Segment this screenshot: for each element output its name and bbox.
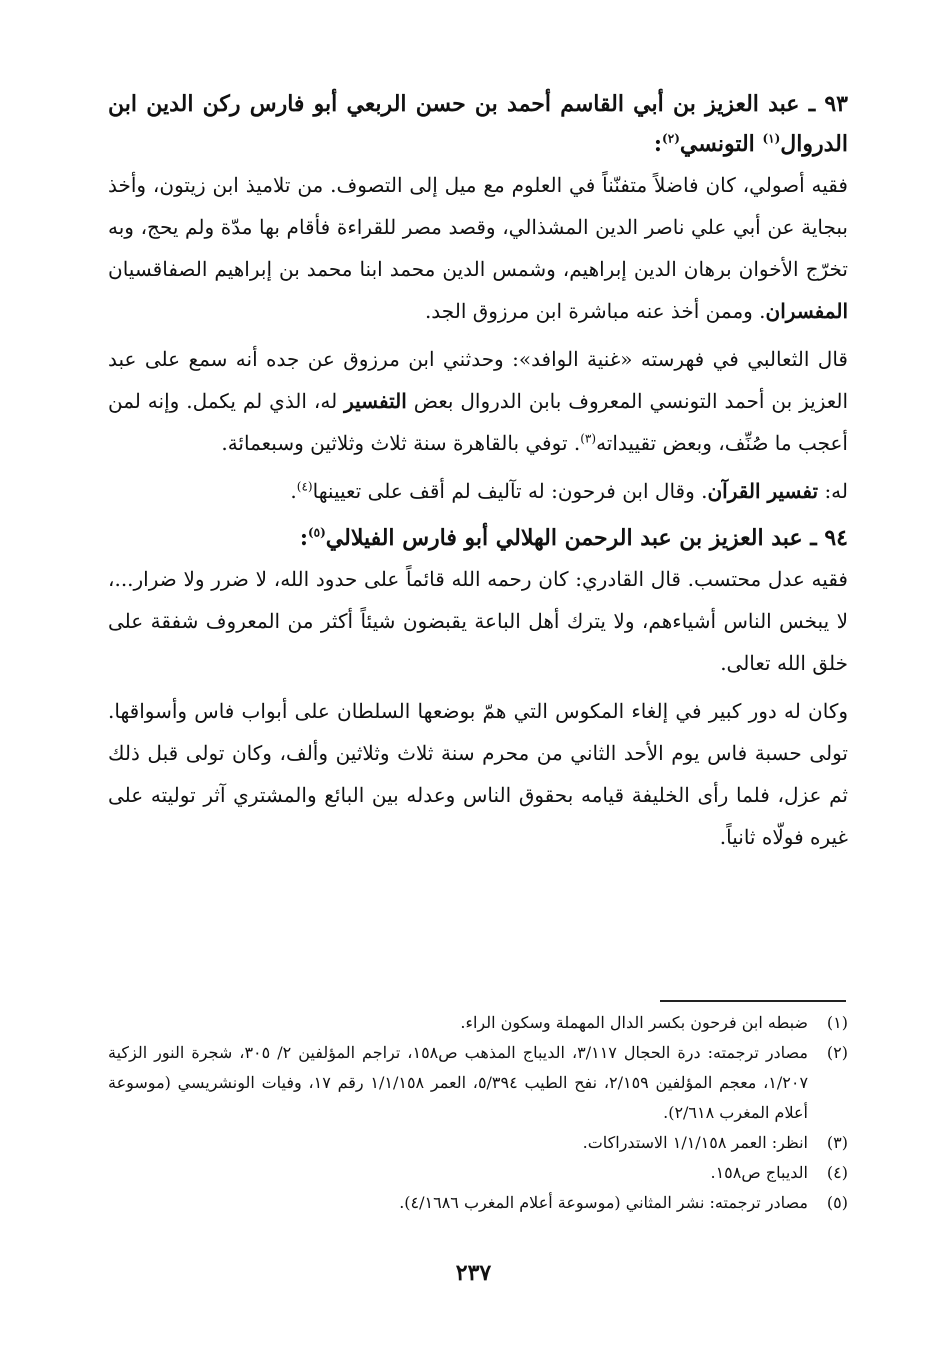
entry-94-paragraph-2: وكان له دور كبير في إلغاء المكوس التي همّ بوضعها السلطان على أبواب فاس وأسواقها. تولى حسبة فاس يوم الأحد الثاني من محرم سنة ثلاث وثلاثين وألف، وكان تولى قبل ذلك ثم عزل، فلما رأى الخليفة قيامه بحقوق الناس وعدله بين البائع والمشتري آثر توليته على غيره فولّاه ثانياً. — [108, 699, 848, 849]
entry-94-paragraph-1: فقيه عدل محتسب. قال القادري: كان رحمه الله قائماً على حدود الله، لا ضرر ولا ضرار...، لا يبخس الناس أشياءهم، ولا يترك أهل الباعة يقبضون شيئاً أكثر من المعروف شفقة على خلق الله تعالى. — [108, 567, 848, 675]
entry-93-p1-end: . وممن أخذ عنه مباشرة ابن مرزوق الجد. — [424, 299, 766, 323]
footnote-number: (١) — [826, 1013, 848, 1032]
entry-93-p1-text: فقيه أصولي، كان فاضلاً متفنّناً في العلوم مع ميل إلى التصوف. من تلاميذ ابن زيتون، وأخذ ببجاية عن أبي علي ناصر الدين المشذالي، وقصد مصر للقراءة فأقام بها مدّة ولم يحج، وبه تخرّج الأخوان برهان الدين إبراهيم، وشمس الدين محمد ابنا محمد بن إبراهيم الصفاقسيان — [108, 173, 848, 281]
footnote-number: (٥) — [826, 1193, 848, 1212]
page-number: ٢٣٧ — [455, 1260, 492, 1286]
entry-93-p3-text-b: . وقال ابن فرحون: له تآليف لم أقف على تعيينها — [312, 479, 708, 503]
footnote-2 — [108, 1038, 848, 1128]
entry-93-number: ٩٣ ـ — [808, 91, 848, 117]
footnote-ref-3[interactable]: (٣) — [580, 431, 597, 446]
footnote-1 — [108, 1008, 848, 1038]
entry-93-p2-text-c: . توفي بالقاهرة سنة ثلاث وثلاثين وسبعمائة. — [221, 431, 581, 455]
footnote-text: انظر: العمر ١/١/١٥٨ الاستدراكات. — [582, 1133, 808, 1152]
entry-94-colon: : — [299, 525, 308, 551]
footnote-4 — [108, 1158, 848, 1188]
entry-93-p2-text-b: له، الذي لم يكمل. وإنه لمن أعجب ما صُنِّف، وبعض تقييداته — [108, 389, 848, 455]
entry-93-p2-bold: التفسير — [344, 389, 407, 413]
footnote-ref-2[interactable]: (٢) — [662, 131, 680, 146]
footnote-number: (٣) — [826, 1133, 848, 1152]
main-text — [108, 84, 848, 858]
entry-93-paragraph-2 — [108, 338, 848, 464]
footnote-number: (٢) — [826, 1043, 848, 1062]
footnote-number: (٤) — [826, 1163, 848, 1182]
footnote-3 — [108, 1128, 848, 1158]
footnote-text: الديباج ص١٥٨. — [710, 1163, 808, 1182]
entry-93-p2-text-a: قال الثعالبي في فهرسته «غنية الوافد»: وحدثني ابن مرزوق عن جده أنه سمع على عبد العزيز بن أحمد التونسي المعروف بابن الدروال بعض — [108, 347, 849, 413]
footnote-ref-1[interactable]: (١) — [762, 131, 781, 146]
footnote-separator — [660, 1000, 846, 1002]
footnote-ref-4[interactable]: (٤) — [296, 479, 313, 494]
entry-93-name: عبد العزيز بن أبي القاسم أحمد بن حسن الربعي أبو فارس ركن الدين ابن الدروال — [108, 91, 848, 157]
entry-94-number: ٩٤ ـ — [810, 525, 848, 551]
footnote-text: مصادر ترجمته: درة الحجال ٣/١١٧، الديباج المذهب ص١٥٨، تراجم المؤلفين ٢/ ٣٠٥، شجرة النور الزكية ١/٢٠٧، معجم المؤلفين ٢/١٥٩، نفح الطيب ٥/٣٩٤، العمر ١/١/١٥٨ رقم ١٧، وفيات الونشريسي (موسوعة أعلام المغرب ٢/٦١٨). — [108, 1043, 809, 1122]
entry-93-p1-bold: المفسران — [765, 299, 848, 323]
entry-94-title — [108, 518, 848, 558]
entry-93-name-suffix: التونسي — [679, 131, 755, 157]
footnote-5 — [108, 1188, 848, 1218]
entry-93-title — [108, 84, 848, 164]
footnotes — [108, 1008, 848, 1218]
footnote-text: مصادر ترجمته: نشر المثاني (موسوعة أعلام المغرب ٤/١٦٨٦). — [399, 1193, 808, 1212]
footnote-text: ضبطه ابن فرحون بكسر الدال المهملة وسكون الراء. — [460, 1013, 808, 1032]
footnote-ref-5[interactable]: (٥) — [307, 525, 326, 540]
entry-93-p3-text-c: . — [290, 479, 297, 503]
entry-94-name: عبد العزيز بن عبد الرحمن الهلالي أبو فارس الفيلالي — [325, 525, 803, 551]
entry-93-p3-bold: تفسير القرآن — [707, 479, 819, 503]
entry-93-p3-text-a: له: — [824, 479, 848, 503]
entry-93-paragraph-3 — [108, 470, 848, 512]
entry-93-colon: : — [653, 131, 663, 157]
entry-93-paragraph-1 — [108, 164, 848, 332]
